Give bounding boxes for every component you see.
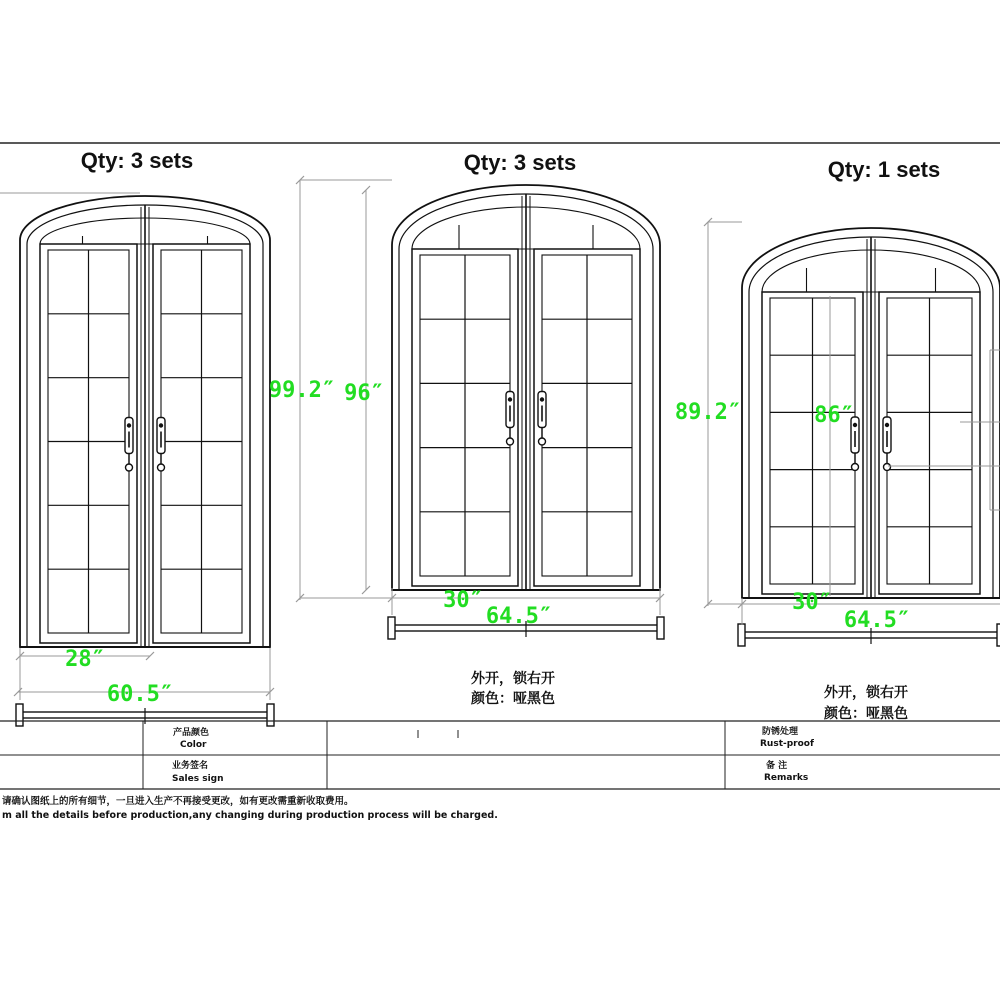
door-1-right-handle-knob [159, 423, 163, 427]
door-2-opening-note: 外开，锁右开 [471, 671, 555, 687]
door-1-qty: Qty: 3 sets [80, 148, 194, 173]
door-1-total-width: 60.5″ [106, 682, 174, 707]
door-2-qty: Qty: 3 sets [463, 150, 577, 175]
door-1-plan-jamb-left [16, 704, 23, 726]
rust-label-en: Rust-proof [760, 739, 814, 749]
color-label-en: Color [180, 740, 207, 750]
info-table [0, 721, 1000, 789]
door-3-leaf-width: 30″ [792, 590, 832, 615]
door-1-elevation [16, 196, 274, 726]
color-label-cn: 产品颜色 [173, 728, 210, 738]
door-2-outer-height: 99.2″ [268, 378, 336, 403]
door-2-right-keyhole [539, 438, 546, 445]
door-2-left-keyhole [507, 438, 514, 445]
door-3-left-keyhole [852, 464, 859, 471]
remarks-label-cn: 备 注 [766, 761, 788, 771]
footer-note-cn: 请确认图纸上的所有细节，一旦进入生产不再接受更改，如有更改需重新收取费用。 [2, 796, 354, 807]
door-1-plan-jamb-right [267, 704, 274, 726]
door-1-leaf-width: 28″ [65, 647, 105, 672]
door-3-opening-note: 外开，锁右开 [824, 685, 908, 701]
door-3-qty: Qty: 1 sets [827, 157, 941, 182]
door-2-right-handle-knob [540, 397, 544, 401]
door-3-plan-jamb-left [738, 624, 745, 646]
rust-label-cn: 防锈处理 [762, 727, 799, 737]
door-3-right-keyhole [884, 464, 891, 471]
door-3-total-width: 64.5″ [843, 608, 911, 633]
door-2-plan-jamb-right [657, 617, 664, 639]
remarks-label-en: Remarks [764, 773, 809, 783]
sales-label-en: Sales sign [172, 774, 224, 784]
door-3-color-note: 颜色：哑黑色 [824, 706, 908, 722]
door-2-color-note: 颜色：哑黑色 [471, 691, 555, 707]
door-3-outer-height: 89.2″ [674, 400, 742, 425]
door-1-left-handle-knob [127, 423, 131, 427]
door-2-leaf-width: 30″ [443, 588, 483, 613]
door-2-inner-height: 96″ [344, 381, 384, 406]
door-2-total-width: 64.5″ [485, 604, 553, 629]
door-3-elevation [738, 228, 1000, 646]
sales-label-cn: 业务签名 [172, 761, 209, 771]
door-3-inner-height: 86″ [814, 403, 854, 428]
door-2-plan-jamb-left [388, 617, 395, 639]
door-1-left-keyhole [126, 464, 133, 471]
door-3-right-handle-knob [885, 423, 889, 427]
door-2-elevation [388, 185, 664, 639]
footer-note-en: m all the details before production,any changing during production process will be charged. [2, 810, 498, 821]
door-1-right-keyhole [158, 464, 165, 471]
door-2-left-handle-knob [508, 397, 512, 401]
